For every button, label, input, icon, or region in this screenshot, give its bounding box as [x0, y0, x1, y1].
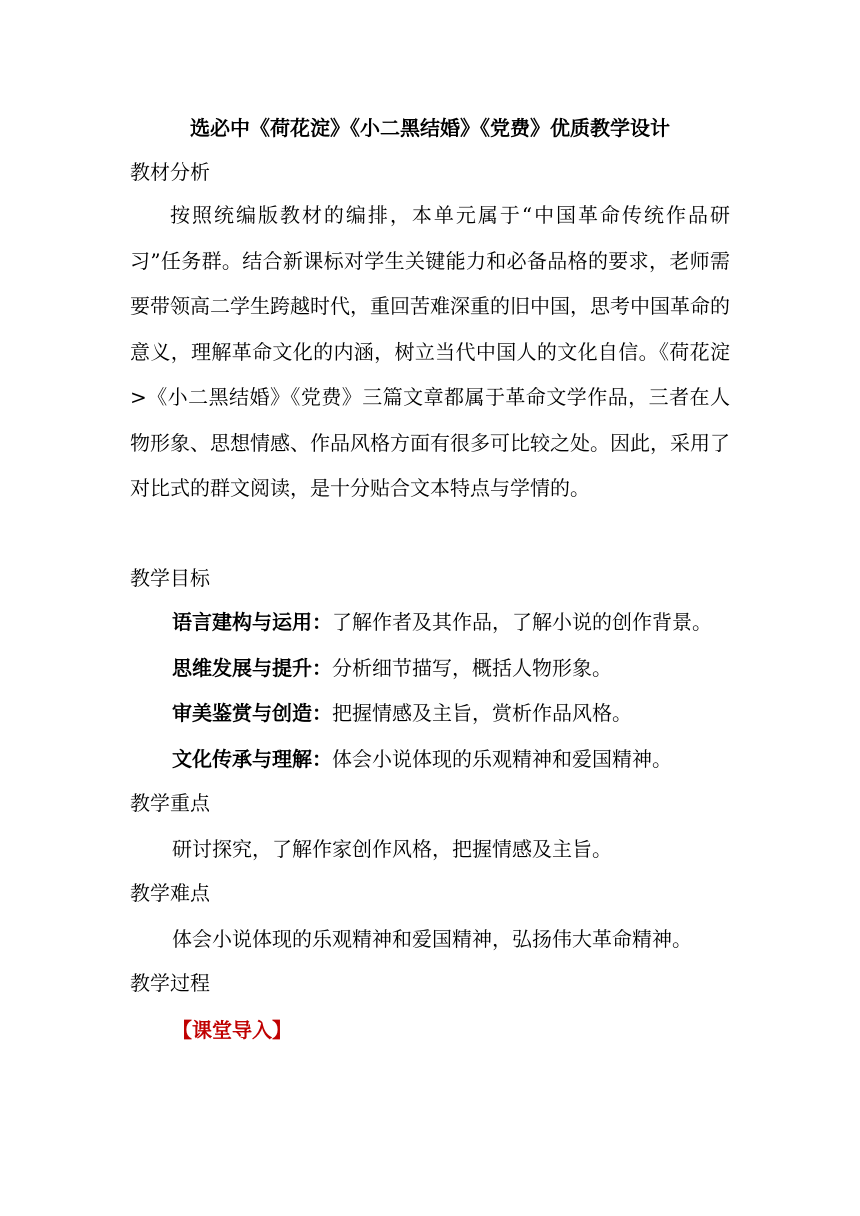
objective-label: 文化传承与理解： [172, 747, 332, 771]
heading-key-points: 教学重点 [130, 791, 210, 815]
objective-text: 了解作者及其作品，了解小说的创作背景。 [332, 610, 712, 634]
document-title: 选必中《荷花淀》《小二黑结婚》《党费》优质教学设计 [190, 116, 670, 140]
objective-text: 把握情感及主旨，赏析作品风格。 [332, 701, 632, 725]
objective-item [172, 744, 672, 774]
objective-text: 体会小说体现的乐观精神和爱国精神。 [332, 747, 672, 771]
heading-objectives: 教学目标 [130, 566, 210, 590]
heading-process: 教学过程 [130, 971, 210, 995]
key-points-text: 研讨探究，了解作家创作风格，把握情感及主旨。 [172, 837, 612, 861]
objective-label: 语言建构与运用： [172, 610, 332, 634]
objective-item [172, 607, 712, 637]
difficulties-text: 体会小说体现的乐观精神和爱国精神，弘扬伟大革命精神。 [172, 927, 692, 951]
heading-difficulties: 教学难点 [130, 881, 210, 905]
section-tag-class-intro: 【课堂导入】 [172, 1018, 292, 1042]
objective-label: 思维发展与提升： [172, 656, 332, 680]
objective-text: 分析细节描写，概括人物形象。 [332, 656, 612, 680]
objective-item [172, 653, 612, 683]
analysis-paragraph: 按照统编版教材的编排，本单元属于“中国革命传统作品研习”任务群。结合新课标对学生关键能力和必备品格的要求，老师需要带领高二学生跨越时代，重回苦难深重的旧中国，思考中国革命的意义，理解革命文化的内涵，树立当代中国人的文化自信。《荷花淀>《小二黑结婚》《党费》三篇文章都属于革命文学作品，三者在人物形象、思想情感、作品风格方面有很多可比较之处。因此，采用了对比式的群文阅读，是十分贴合文本特点与学情的。 [130, 203, 730, 500]
objective-item [172, 698, 632, 728]
heading-analysis: 教材分析 [130, 160, 210, 184]
objective-label: 审美鉴赏与创造： [172, 701, 332, 725]
